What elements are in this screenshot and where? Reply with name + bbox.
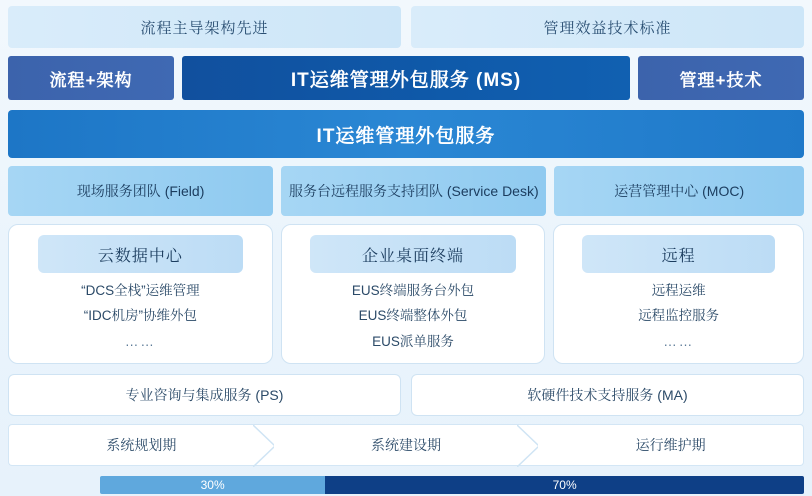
card-line-ellipsis: ……	[124, 333, 156, 349]
headline-center-banner	[182, 56, 630, 100]
card-line: EUS派单服务	[372, 333, 454, 349]
team-label-field: 现场服务团队 (Field)	[76, 183, 205, 199]
support-service-label-ma: 软硬件技术支持服务 (MA)	[527, 387, 688, 403]
card-title-desktop: 企业桌面终端	[362, 247, 465, 265]
phase-label-planning: 系统规划期	[106, 437, 177, 453]
card-header-cloud	[38, 235, 243, 273]
phase-label-operation: 运行维护期	[635, 437, 706, 453]
phase-operation	[538, 424, 804, 466]
service-title-label: IT运维管理外包服务	[316, 125, 496, 147]
percentage-label-left: 30%	[200, 478, 225, 492]
card-line: 远程监控服务	[638, 308, 720, 324]
card-enterprise-desktop	[281, 224, 546, 364]
headline-left-label: 流程+架构	[49, 70, 133, 90]
support-service-ma	[411, 374, 804, 416]
chevron-right-icon	[517, 425, 539, 465]
phase-construction	[274, 424, 539, 466]
phase-row	[8, 424, 804, 466]
card-line: “DCS全栈”运维管理	[81, 283, 200, 298]
top-banner-label-1: 流程主导架构先进	[140, 19, 269, 37]
card-header-desktop	[310, 235, 515, 273]
team-row	[8, 166, 804, 216]
card-body-remote	[638, 281, 719, 352]
team-label-moc: 运营管理中心 (MOC)	[614, 183, 745, 199]
percentage-label-right: 70%	[552, 478, 577, 492]
chevron-right-icon	[253, 425, 275, 465]
service-title-bar	[8, 110, 804, 158]
headline-left-badge	[8, 56, 174, 100]
card-remote	[553, 224, 804, 364]
support-service-label-ps: 专业咨询与集成服务 (PS)	[125, 387, 284, 403]
card-title-cloud: 云数据中心	[97, 247, 183, 265]
card-line-ellipsis: ……	[663, 333, 695, 349]
headline-row	[8, 56, 804, 100]
top-banner-item-2	[411, 6, 804, 48]
card-header-remote	[582, 235, 775, 273]
percentage-bar	[100, 476, 804, 494]
headline-right-badge	[638, 56, 804, 100]
top-banner-label-2: 管理效益技术标准	[543, 19, 672, 37]
support-service-ps	[8, 374, 401, 416]
card-line: EUS终端整体外包	[358, 308, 468, 324]
card-title-remote: 远程	[661, 247, 696, 265]
headline-right-label: 管理+技术	[679, 70, 763, 90]
card-row	[8, 224, 804, 364]
card-line: EUS终端服务台外包	[351, 283, 475, 298]
percentage-segment-right	[325, 476, 804, 494]
phase-planning	[8, 424, 274, 466]
team-item-service-desk	[281, 166, 546, 216]
percentage-segment-left	[100, 476, 325, 494]
team-item-moc	[554, 166, 804, 216]
card-line: “IDC机房”协维外包	[83, 308, 197, 324]
card-body-cloud	[81, 281, 200, 352]
support-service-row	[8, 374, 804, 416]
top-banner-row	[8, 6, 804, 48]
card-cloud-data-center	[8, 224, 273, 364]
card-body-desktop	[352, 281, 474, 352]
phase-label-construction: 系统建设期	[371, 437, 441, 453]
card-line: 远程运维	[651, 283, 706, 298]
headline-center-label: IT运维管理外包服务 (MS)	[290, 69, 522, 91]
top-banner-item-1	[8, 6, 401, 48]
team-item-field	[8, 166, 273, 216]
team-label-service-desk: 服务台远程服务支持团队 (Service Desk)	[288, 183, 539, 199]
